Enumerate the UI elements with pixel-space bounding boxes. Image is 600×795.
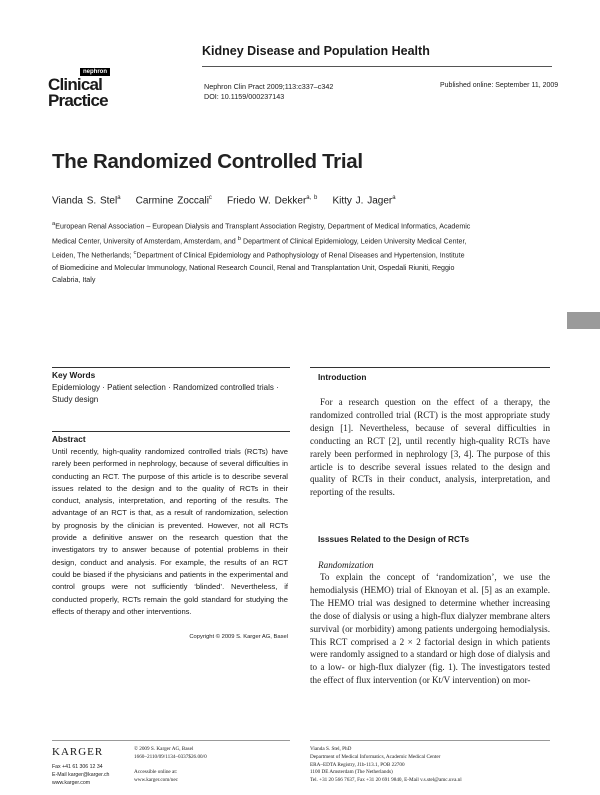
copyright-line: © 2009 S. Karger AG, Basel bbox=[134, 746, 194, 752]
author-name: Kitty J. Jager bbox=[332, 195, 393, 207]
author-affiliation-mark: a bbox=[117, 195, 121, 201]
correspondence-department: Department of Medical Informatics, Academic Medical Center bbox=[310, 753, 441, 760]
affiliation-mark: c bbox=[133, 250, 137, 257]
affiliation-a: European Renal Association – European Dialysis and Transplant Association Registry, Department of Medical Informatics, Academic Medical Center, University of Amsterdam, Amsterdam, and bbox=[52, 222, 471, 246]
keywords-divider bbox=[52, 367, 290, 368]
abstract-heading: Abstract bbox=[52, 434, 86, 444]
issues-heading: Isssues Related to the Design of RCTs bbox=[318, 534, 470, 544]
abstract-copyright: Copyright © 2009 S. Karger AG, Basel bbox=[189, 634, 288, 640]
published-date: Published online: September 11, 2009 bbox=[440, 82, 559, 89]
introduction-heading: Introduction bbox=[318, 372, 367, 382]
citation-block bbox=[204, 82, 333, 101]
publisher-email[interactable]: E-Mail karger@karger.ch bbox=[52, 772, 110, 778]
publisher-details bbox=[134, 746, 304, 785]
journal-logo bbox=[46, 68, 146, 110]
article-title: The Randomized Controlled Trial bbox=[52, 150, 363, 173]
spacer bbox=[134, 762, 304, 770]
logo-clinical-text: Clinical bbox=[48, 75, 103, 94]
publisher-fax: Fax +41 61 306 12 34 bbox=[52, 764, 103, 770]
author-list bbox=[52, 195, 396, 206]
randomization-subheading: Randomization bbox=[318, 560, 374, 570]
correspondence-name: Vianda S. Stel, PhD bbox=[310, 746, 352, 752]
logo-nephron-label: nephron bbox=[80, 68, 110, 76]
header-divider bbox=[202, 66, 552, 67]
correspondence-city: 1100 DE Amsterdam (The Netherlands) bbox=[310, 769, 393, 776]
author-name: Friedo W. Dekker bbox=[227, 195, 307, 207]
keywords-text: Epidemiology · Patient selection · Randomized controlled trials · Study design bbox=[52, 383, 279, 404]
citation-reference: Nephron Clin Pract 2009;113:c337–c342 bbox=[204, 82, 334, 91]
correspondence-address: ERA–EDTA Registry, J1b-113.1, POB 22700 bbox=[310, 761, 405, 768]
citation-doi[interactable]: DOI: 10.1159/000237143 bbox=[204, 91, 285, 101]
correspondence-contact[interactable]: Tel. +31 20 566 7637, Fax +31 20 691 9840, E-Mail v.s.stel@amc.uva.nl bbox=[310, 777, 462, 784]
affiliations bbox=[52, 218, 472, 287]
affiliation-mark: b bbox=[237, 235, 241, 242]
access-url[interactable]: www.karger.com/nec bbox=[134, 777, 178, 784]
abstract-text: Until recently, high-quality randomized controlled trials (RCTs) have rarely been performed in nephrology, because of several difficulties in conducting an RCT. The purpose of this article is to describe several issues related to the design and to the quality of RCTs in their conduct, analysis, interpretation, and reporting of the results. The advantage of an RCT is that, as a result of randomization, selection by prognosis by the clinician is prevented. However, not all RCTs provide a definitive answer on the research question that the investigators try to answer because of potential problems in their design, conduct and analysis. For example, the results of an RCT could be biased if the physicians and patients in the experimental and control groups were not sufficiently ‘blinded’. Nevertheless, if conducted properly, RCTs remain the gold standard for studying the effects of therapy and other interventions. bbox=[52, 447, 288, 616]
footer-divider-right bbox=[310, 740, 550, 741]
author-affiliation-mark: a, b bbox=[306, 195, 318, 201]
publisher-logo: KARGER bbox=[52, 746, 104, 758]
section-title: Kidney Disease and Population Health bbox=[202, 44, 430, 58]
footer-divider-left bbox=[52, 740, 290, 741]
abstract-divider bbox=[52, 431, 290, 432]
publisher-website[interactable]: www.karger.com bbox=[52, 780, 91, 786]
logo-practice-text: Practice bbox=[48, 91, 108, 110]
introduction-text: For a research question on the effect of a therapy, the randomized controlled trial (RCT) is the most appropriate study design [1]. Nevertheless, because of several difficulties in conducting an RCT [2], until recently high-quality RCTs have rarely been performed in nephrology [3, 4]. The purpose of this article is to describe several issues related to the design and quality of RCTs in their conduct, analysis, interpretation, and reporting of the results. bbox=[310, 397, 550, 498]
affiliation-c: Department of Clinical Epidemiology and Pathophysiology of Renal Diseases and Hypertension, Institute of Biomedicine and Molecular Immunology, National Research Council, Renal and Transplantation Unit, Ospedali Riuniti, Reggio Calabria, Italy bbox=[52, 251, 465, 285]
access-label: Accessible online at: bbox=[134, 769, 178, 776]
introduction-divider bbox=[310, 367, 550, 368]
keywords-heading: Key Words bbox=[52, 370, 96, 380]
author-affiliation-mark: a bbox=[392, 195, 396, 201]
publisher-contact bbox=[52, 763, 109, 787]
author-name: Vianda S. Stel bbox=[52, 195, 118, 207]
author-affiliation-mark: c bbox=[208, 195, 212, 201]
randomization-text: To explain the concept of ‘randomization’, we use the hemodialysis (HEMO) trial of Eknoyan et al. [5] as an example. The HEMO trial was designed to determine whether increasing the dose of dialysis or using a high-flux dialyzer membrane alters survival (or morbidity) among patients undergoing hemodialysis. This RCT comprised a 2 × 2 factorial design in which patients were randomly assigned to a standard or high dose of dialysis and to a low- or high-flux dialyzer (fig. 1). The investigators tested the effect of flux intervention (or Kt/V intervention) on mor- bbox=[310, 572, 550, 686]
affiliation-b: Department of Clinical Epidemiology, Leiden University Medical Center, Leiden, The Netherlands; bbox=[52, 237, 467, 260]
affiliation-mark: a bbox=[52, 221, 56, 227]
author-name: Carmine Zoccali bbox=[135, 195, 209, 207]
issn-line: 1660–2110/09/1134–0337$26.00/0 bbox=[134, 753, 207, 760]
section-thumb-tab bbox=[567, 312, 600, 329]
correspondence-block bbox=[310, 746, 560, 785]
